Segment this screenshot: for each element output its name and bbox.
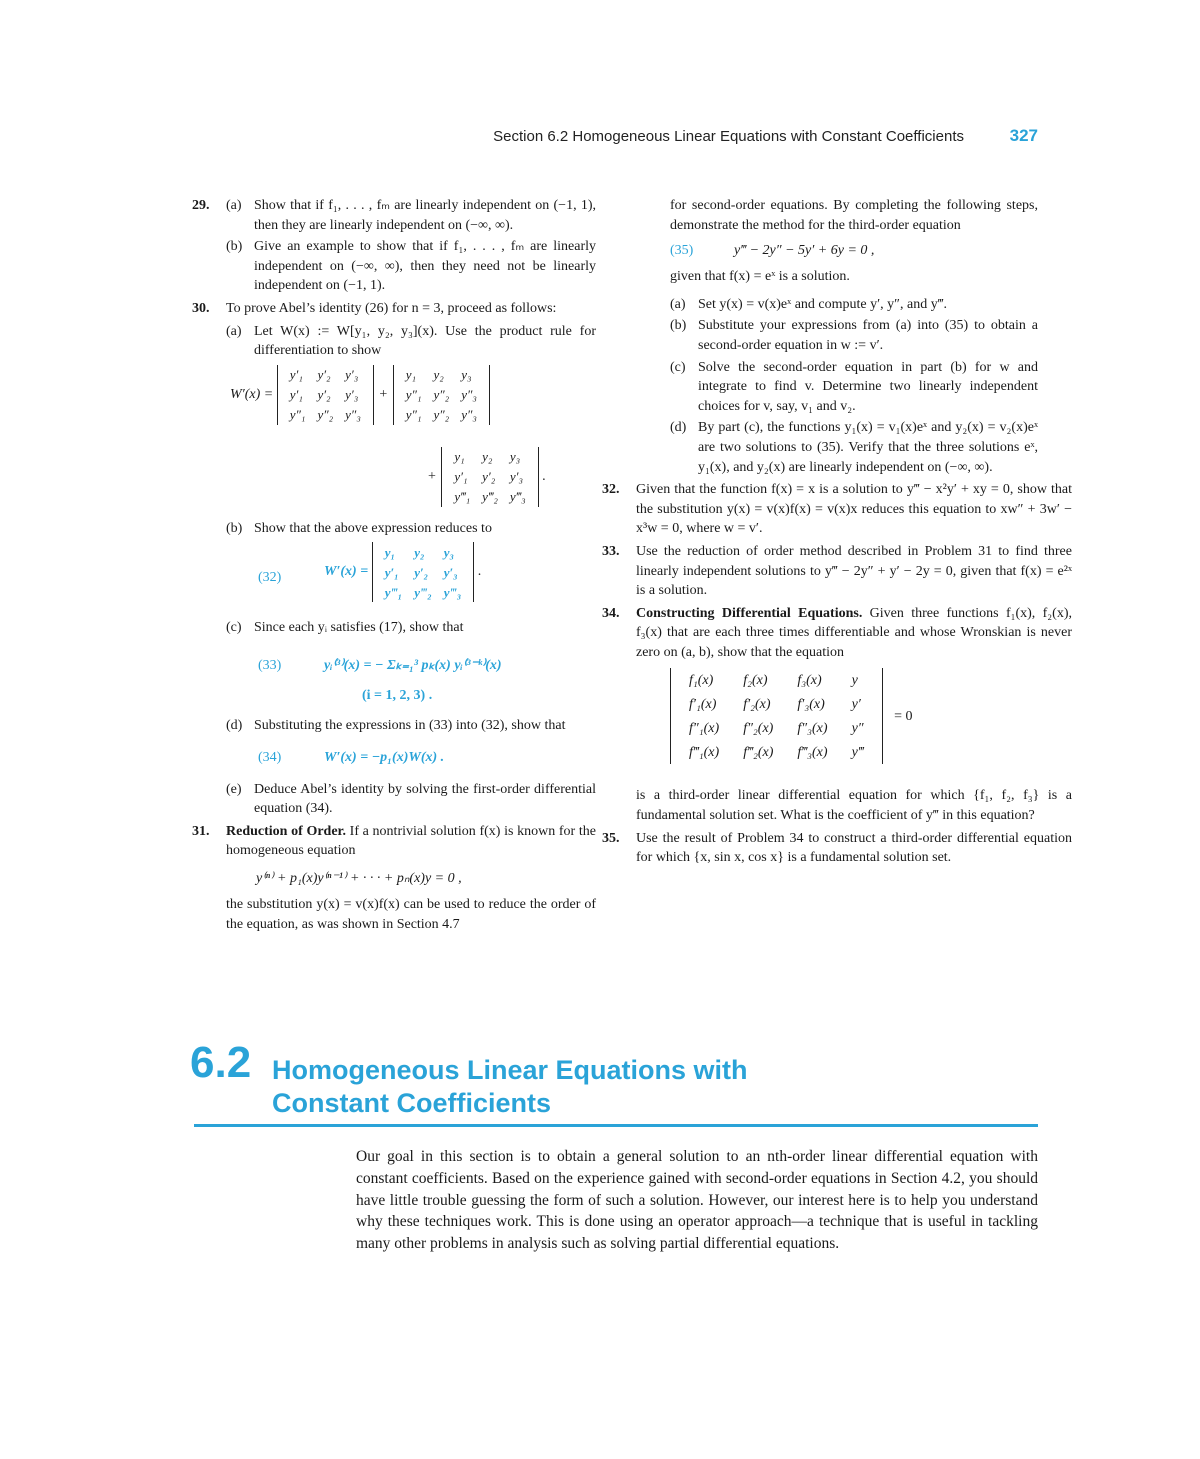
matrix-cell: y‴₁: [454, 488, 471, 504]
problem-text: If a nontrivial solution f(x) is known for the homogeneous equation: [226, 823, 596, 859]
matrix-cell: y‴₂: [414, 584, 432, 600]
matrix-cell: y₂: [482, 448, 493, 464]
page-number: 327: [1009, 126, 1038, 145]
matrix-row: [448, 467, 531, 487]
matrix-cell: y₁: [405, 366, 417, 382]
part-text: Solve the second-order equation in part (b) for w and integrate to find v. Determine two linearly independent choices for v, say, v₁ and v₂.: [698, 359, 1038, 414]
problem-31-continued: [636, 196, 1038, 477]
matrix-cell: y″₃: [461, 386, 477, 402]
matrix-cell: y′₁: [289, 386, 303, 402]
matrix-cell: y′₂: [482, 468, 496, 484]
determinant-3: [441, 447, 538, 507]
part-a: [670, 295, 1038, 315]
section-number: 6.2: [190, 1038, 252, 1087]
part-text: Let W(x) := W[y₁, y₂, y₃](x). Use the product rule for differentiation to show: [254, 323, 596, 359]
running-title: Section 6.2 Homogeneous Linear Equations with Constant Coefficients: [493, 128, 964, 145]
eq33-body: yᵢ⁽³⁾(x) = − Σₖ₌₁³ pₖ(x) yᵢ⁽³⁻ᵏ⁾(x): [324, 657, 502, 673]
problem-34: [602, 604, 1072, 826]
matrix-row: [677, 716, 876, 740]
equation-number: (32): [258, 570, 282, 586]
matrix-cell: f‴₃(x): [797, 744, 828, 760]
right-column: [602, 196, 1072, 871]
problem-29: [192, 196, 596, 296]
problem-number: 35.: [602, 830, 620, 846]
matrix-cell: y‴₃: [443, 584, 462, 600]
section-title-line-1: Homogeneous Linear Equations with: [272, 1055, 748, 1085]
part-d: [670, 418, 1038, 477]
period: .: [477, 564, 482, 580]
equation-number: (33): [258, 657, 282, 673]
problem-title: Reduction of Order.: [226, 823, 346, 839]
problem-35: [602, 829, 1072, 868]
matrix-row: [379, 582, 468, 602]
matrix-row: [677, 740, 876, 764]
matrix-cell: y‴₃: [509, 488, 526, 504]
part-a: [226, 322, 596, 361]
wronskian-equation: [636, 668, 1072, 780]
problem-text-continued: the substitution y(x) = v(x)f(x) can be used to reduce the order of the equation, as was shown in Section 4.7: [226, 896, 596, 932]
matrix-cell: f₂(x): [743, 672, 768, 688]
part-text: Show that the above expression reduces to: [254, 520, 492, 536]
matrix-cell: f″₂(x): [743, 720, 774, 736]
equation-body: y‴ − 2y″ − 5y′ + 6y = 0 ,: [734, 243, 875, 259]
eq34-body: W′(x) = −p₁(x)W(x) .: [324, 749, 445, 765]
matrix-row: [677, 692, 876, 716]
matrix-row: [677, 668, 876, 692]
matrix-cell: y′₁: [454, 468, 468, 484]
matrix-cell: y‴₁: [384, 584, 403, 600]
matrix-row: [284, 405, 367, 425]
matrix-cell: y: [851, 672, 858, 688]
part-label: (a): [670, 296, 686, 312]
matrix-cell: y′₃: [345, 366, 359, 382]
matrix-cell: f₃(x): [797, 672, 822, 688]
section-intro: Our goal in this section is to obtain a general solution to an nth-order linear differential equation with constant coefficients. Based on the experience gained with second-order equations in Section 4.2, you should have little trouble guessing the form of such a solution. However, our interest here is to help you understand why these techniques work. This is done using an operator approach—a technique that is useful in tackling many other problems in analysis such as solving partial differential equations.: [356, 1148, 1038, 1253]
matrix-cell: y″₃: [345, 406, 361, 422]
matrix-cell: y″₁: [405, 386, 422, 402]
matrix-cell: y″₁: [405, 406, 422, 422]
matrix-cell: y′₁: [289, 366, 303, 382]
section-title: [272, 1054, 748, 1120]
part-c: [670, 358, 1038, 417]
matrix-cell: y′₃: [345, 386, 359, 402]
determinant-1: [277, 365, 374, 425]
matrix-cell: f′₁(x): [689, 696, 717, 712]
matrix-cell: y′₂: [317, 366, 331, 382]
matrix-cell: y₁: [384, 544, 395, 560]
equation-34: [226, 740, 596, 776]
equation-33: [226, 644, 596, 710]
part-text: Deduce Abel’s identity by solving the first-order differential equation (34).: [254, 781, 596, 817]
matrix-cell: y″₂: [433, 406, 450, 422]
matrix-cell: f‴₁(x): [689, 744, 720, 760]
part-text: Show that if f₁, . . . , fₘ are linearly independent on (−1, 1), then they are linearly independent on (−∞, ∞).: [254, 198, 596, 233]
matrix-cell: f″₁(x): [689, 720, 720, 736]
part-c: [226, 618, 596, 638]
part-text: Since each yᵢ satisfies (17), show that: [254, 620, 464, 636]
problem-text: Given that the function f(x) = x is a solution to y‴ − x²y′ + xy = 0, show that the substitution y(x) = v(x)f(x) = v(x)x reduces this equation to xw″ + 3w′ − x³w = 0, where w = v′.: [636, 482, 1072, 537]
matrix-row: [284, 385, 367, 405]
part-label: (b): [226, 239, 243, 255]
equals-zero: = 0: [894, 708, 913, 724]
matrix-cell: y′₃: [443, 564, 458, 580]
part-text: Give an example to show that if f₁, . . . , fₘ are linearly independent on (−∞, ∞), then they need not be linearly independent on (−1, 1).: [254, 239, 596, 294]
eq32-lhs: W′(x) =: [324, 564, 369, 580]
plus-sign: +: [428, 468, 436, 484]
continuation-text: for second-order equations. By completing the following steps, demonstrate the method for the third-order equation: [670, 198, 1038, 233]
part-label: (d): [226, 717, 243, 733]
matrix-cell: y₃: [461, 366, 472, 382]
determinant-2: [393, 365, 490, 425]
problem-number: 30.: [192, 300, 210, 316]
determinant-4x4: [670, 668, 883, 764]
matrix-cell: y′₁: [384, 564, 399, 580]
part-text: Substitute your expressions from (a) into (35) to obtain a second-order equation in w := v′.: [698, 318, 1038, 353]
problem-32: [602, 480, 1072, 539]
matrix-cell: f₁(x): [689, 672, 714, 688]
part-text: Substituting the expressions in (33) into (32), show that: [254, 717, 566, 733]
matrix-cell: f″₃(x): [797, 720, 828, 736]
matrix-cell: y₃: [443, 544, 455, 560]
problem-30: [192, 299, 596, 819]
section-title-line-2: Constant Coefficients: [272, 1088, 552, 1118]
part-text: Set y(x) = v(x)eˣ and compute y′, y″, and y‴.: [698, 296, 948, 312]
matrix-cell: y′₃: [509, 468, 524, 484]
plus-sign: +: [379, 386, 388, 402]
problem-31: [192, 822, 596, 934]
matrix-cell: y‴: [851, 744, 864, 760]
matrix-cell: y′₂: [317, 386, 331, 402]
equation-35: [670, 235, 1038, 267]
left-column: [192, 196, 596, 937]
matrix-cell: y₂: [433, 366, 444, 382]
equation-number: (35): [670, 243, 694, 259]
matrix-cell: y″₂: [317, 406, 334, 422]
matrix-cell: y″₁: [289, 406, 306, 422]
period: .: [542, 468, 546, 484]
equation-body: y⁽ⁿ⁾ + p₁(x)y⁽ⁿ⁻¹⁾ + · · · + pₙ(x)y = 0 ,: [256, 870, 462, 886]
matrix-cell: y₂: [414, 544, 425, 560]
matrix-cell: y′₂: [414, 564, 429, 580]
part-b: [670, 316, 1038, 355]
problem-intro: To prove Abel’s identity (26) for n = 3, proceed as follows:: [226, 300, 557, 316]
part-e: [226, 780, 596, 819]
nth-order-equation: [226, 861, 596, 895]
given-text: given that f(x) = eˣ is a solution.: [670, 269, 850, 285]
part-text: By part (c), the functions y₁(x) = v₁(x)eˣ and y₂(x) = v₂(x)eˣ are two solutions to (35). Verify that the three solutions eˣ, y₁(x), and y₂(x) are linearly independent on (−∞, ∞).: [698, 420, 1038, 475]
problem-number: 33.: [602, 543, 620, 559]
part-label: (c): [226, 620, 242, 636]
matrix-row: [400, 385, 483, 405]
matrix-cell: y″₃: [461, 406, 477, 422]
matrix-cell: f‴₂(x): [743, 744, 774, 760]
problem-number: 31.: [192, 823, 210, 839]
matrix-cell: y″₂: [433, 386, 450, 402]
part-b: [226, 519, 596, 539]
matrix-cell: y‴₂: [482, 488, 498, 504]
problem-number: 32.: [602, 482, 620, 498]
matrix-row: [379, 562, 468, 582]
part-label: (d): [670, 420, 687, 436]
part-label: (e): [226, 781, 242, 797]
problem-text: Use the result of Problem 34 to construct a third-order differential equation for which {x, sin x, cos x} is a fundamental solution set.: [636, 830, 1072, 866]
matrix-row: [400, 405, 483, 425]
matrix-row: [379, 542, 468, 562]
matrix-cell: y₃: [509, 448, 521, 464]
part-label: (b): [670, 318, 687, 334]
matrix-cell: f′₃(x): [797, 696, 825, 712]
wronskian-derivative-sum: [226, 365, 596, 515]
matrix-cell: y″: [851, 720, 864, 736]
equation-number: (34): [258, 749, 282, 765]
matrix-row: [284, 365, 367, 385]
matrix-cell: y₁: [454, 448, 465, 464]
matrix-row: [400, 365, 483, 385]
equation-32: [226, 542, 596, 614]
problem-text-continued: is a third-order linear differential equation for which {f₁, f₂, f₃} is a fundamental solution set. What is the coefficient of y‴ in this equation?: [636, 788, 1072, 824]
running-header: [0, 128, 1200, 150]
problem-33: [602, 542, 1072, 601]
part-label: (a): [226, 323, 242, 339]
problem-title: Constructing Differential Equations.: [636, 605, 863, 621]
part-label: (b): [226, 520, 243, 536]
matrix-cell: f′₂(x): [743, 696, 771, 712]
eq33-index: (i = 1, 2, 3) .: [362, 687, 433, 703]
part-label: (c): [670, 359, 686, 375]
part-label: (a): [226, 198, 242, 213]
section-rule: [194, 1124, 1038, 1127]
part-a: [226, 196, 596, 235]
wprime-lhs: W′(x) =: [230, 386, 274, 402]
problem-number: 34.: [602, 605, 620, 621]
determinant-32: [372, 542, 475, 602]
matrix-cell: y′: [851, 696, 861, 712]
problem-number: 29.: [192, 198, 210, 213]
matrix-row: [448, 487, 531, 507]
part-d: [226, 716, 596, 736]
problem-text: Given three functions f₁(x), f₂(x), f₃(x) that are each three times differentiable and whose Wronskian is never zero on (a, b), show that the equation: [636, 605, 1072, 660]
matrix-row: [448, 447, 531, 467]
problem-text: Use the reduction of order method described in Problem 31 to find three linearly independent solutions to y‴ − 2y″ + y′ − 2y = 0, given that f(x) = e²ˣ is a solution.: [636, 543, 1072, 599]
part-b: [226, 237, 596, 296]
